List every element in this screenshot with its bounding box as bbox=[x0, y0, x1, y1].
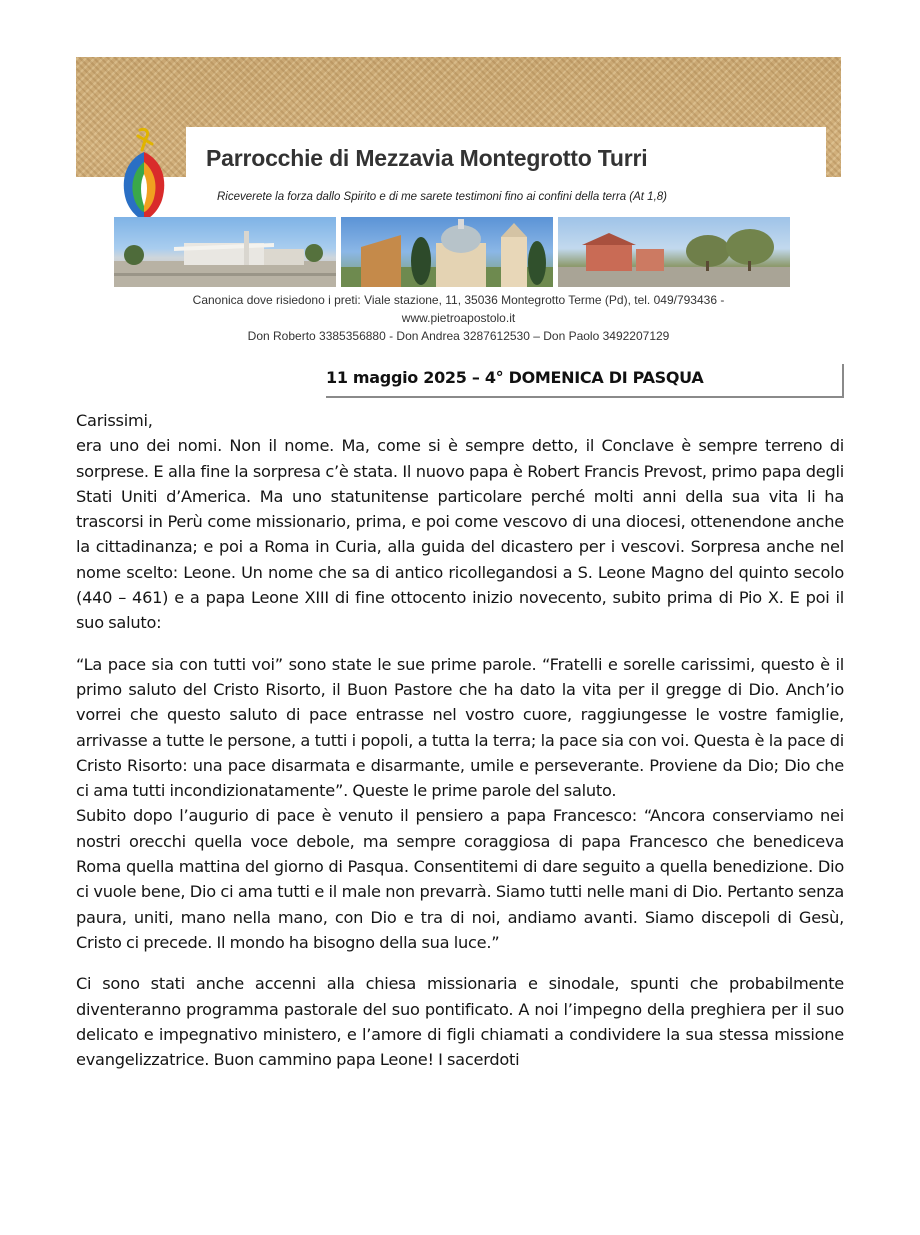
letter-greeting: Carissimi, bbox=[76, 411, 153, 430]
photo-church-brick bbox=[558, 217, 790, 287]
letter-paragraph-4: Ci sono stati anche accenni alla chiesa missionaria e sinodale, spunti che probabilmente diventeranno programma pastorale del suo pontificato. A noi l’impegno della preghiera per il suo delicato e impegnativo ministero, e l’amore di figli chiamati a condividere la sua stessa missione evangelizzatrice. Buon cammino papa Leone! I sacerdoti bbox=[76, 974, 844, 1070]
photo-church-dome bbox=[341, 217, 553, 287]
heading-rule-right bbox=[842, 364, 844, 398]
photo-church-modern bbox=[114, 217, 336, 287]
website-line: www.pietroapostolo.it bbox=[401, 311, 516, 325]
parish-logo bbox=[116, 122, 172, 222]
header-banner bbox=[76, 57, 841, 289]
letter-body bbox=[76, 408, 844, 1072]
heading-rule-bottom bbox=[326, 396, 844, 398]
date-heading: 11 maggio 2025 – 4° DOMENICA DI PASQUA bbox=[326, 368, 704, 387]
letter-paragraph-3: Subito dopo l’augurio di pace è venuto il pensiero a papa Francesco: “Ancora conserviamo nei nostri orecchi quella voce debole, ma sempre coraggiosa di papa Francesco che benediceva Roma quella mattina del giorno di Pasqua. Consentitemi di dare seguito a quella benedizione. Dio ci vuole bene, Dio ci ama tutti e il male non prevarrà. Siamo tutti nelle mani di Dio. Pertanto senza paura, uniti, mano nella mano, con Dio e tra di noi, andiamo avanti. Siamo discepoli di Gesù, Cristo ci precede. Il mondo ha bisogno della sua luce.” bbox=[76, 806, 844, 952]
address-line: Canonica dove risiedono i preti: Viale stazione, 11, 35036 Montegrotto Terme (Pd), tel. 049/793436 - bbox=[192, 293, 725, 307]
letter-paragraph-2: “La pace sia con tutti voi” sono state le sue prime parole. “Fratelli e sorelle carissimi, questo è il primo saluto del Cristo Risorto, il Buon Pastore che ha dato la vita per il gregge di Dio. Anch’io vorrei che questo saluto di pace entrasse nel vostro cuore, raggiungesse le vostre famiglie, arrivasse a tutte le persone, a tutti i popoli, a tutta la terra; la pace sia con voi. Questa è la pace di Cristo Risorto: una pace disarmata e disarmante, umile e perseverante. Proviene da Dio; Dio che ci ama tutti incondizionatamente”. Queste le prime parole del saluto. bbox=[76, 654, 844, 801]
phone-numbers-line: Don Roberto 3385356880 - Don Andrea 3287612530 – Don Paolo 3492207129 bbox=[247, 329, 670, 343]
parish-tagline: Riceverete la forza dallo Spirito e di me sarete testimoni fino ai confini della terra (At 1,8) bbox=[217, 191, 667, 203]
letter-paragraph-1: era uno dei nomi. Non il nome. Ma, come si è sempre detto, il Conclave è sempre terreno di sorprese. E alla fine la sorpresa c’è stata. Il nuovo papa è Robert Francis Prevost, primo papa degli Stati Uniti d’America. Ma uno statunitense particolare perché molti anni della sua vita li ha trascorsi in Perù come missionario, prima, e poi come vescovo di una diocesi, ottenendone anche la cittadinanza; e poi a Roma in Curia, alla guida del dicastero per i vescovi. Sorpresa anche nel nome scelto: Leone. Un nome che sa di antico ricollegandosi a S. Leone Magno del quinto secolo (440 – 461) e a papa Leone XIII di fine ottocento inizio novecento, subito prima di Pio X. E poi il suo saluto: bbox=[76, 436, 844, 633]
parish-title: Parrocchie di Mezzavia Montegrotto Turri bbox=[206, 145, 648, 171]
